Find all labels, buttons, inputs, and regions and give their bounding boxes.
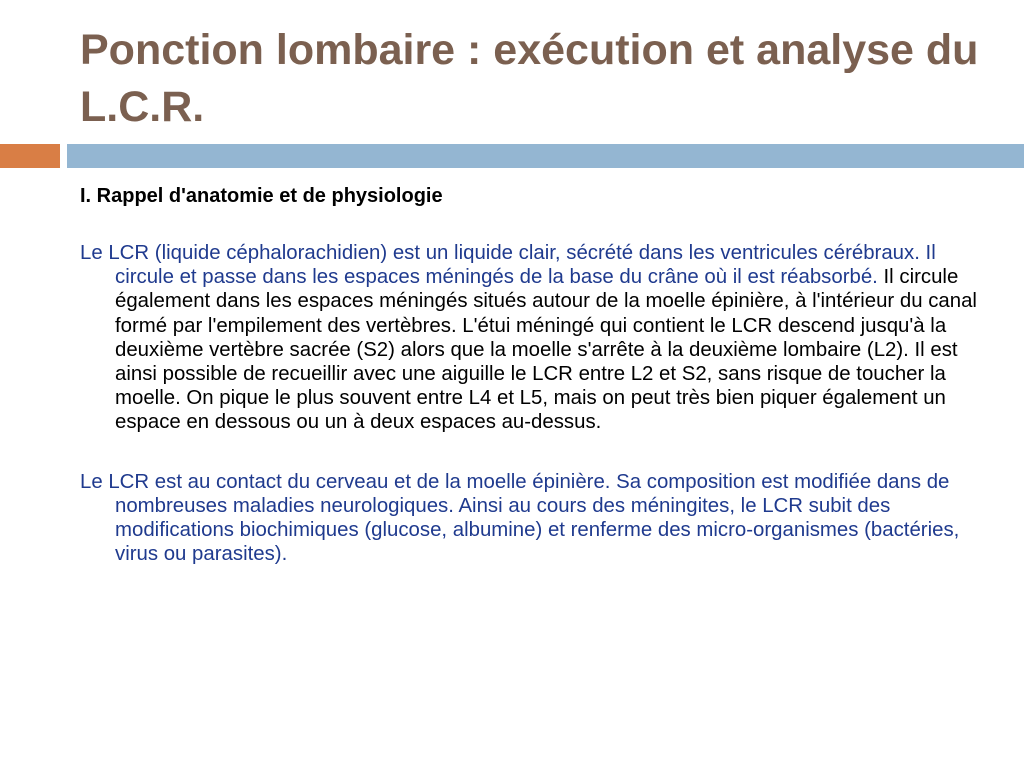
paragraph-anatomy-highlight: Le LCR (liquide céphalorachidien) est un liquide clair, sécrété dans les ventricules cérébraux. Il circule et passe dans les espaces méningés de la base du crâne où il est réabsorbé. bbox=[80, 242, 936, 289]
paragraph-anatomy bbox=[80, 241, 980, 435]
paragraph-composition bbox=[80, 470, 980, 567]
paragraph-composition-highlight: Le LCR est au contact du cerveau et de la moelle épinière. Sa composition est modifiée dans de nombreuses maladies neurologiques. Ainsi au cours des méningites, le LCR subit des modifications biochimiques (glucose, albumine) et renferme des micro-organismes (bactéries, virus ou parasites). bbox=[80, 470, 960, 566]
accent-bar-blue bbox=[67, 144, 1024, 168]
paragraph-anatomy-body: Il circule également dans les espaces méningés situés autour de la moelle épinière, à l'intérieur du canal formé par l'empilement des vertèbres. L'étui méningé qui contient le LCR descend jusqu'à la deuxième vertèbre sacrée (S2) alors que la moelle s'arrête à la deuxième lombaire (L2). Il est ainsi possible de recueillir avec une aiguille le LCR entre L2 et S2, sans risque de toucher la moelle. On pique le plus souvent entre L4 et L5, mais on peut très bien piquer également un espace en dessous ou un à deux espaces au-dessus. bbox=[115, 266, 977, 434]
section-heading: I. Rappel d'anatomie et de physiologie bbox=[80, 185, 443, 207]
slide-title: Ponction lombaire : exécution et analyse du L.C.R. bbox=[80, 26, 979, 131]
accent-bar-orange bbox=[0, 144, 60, 168]
slide-content bbox=[80, 183, 980, 601]
